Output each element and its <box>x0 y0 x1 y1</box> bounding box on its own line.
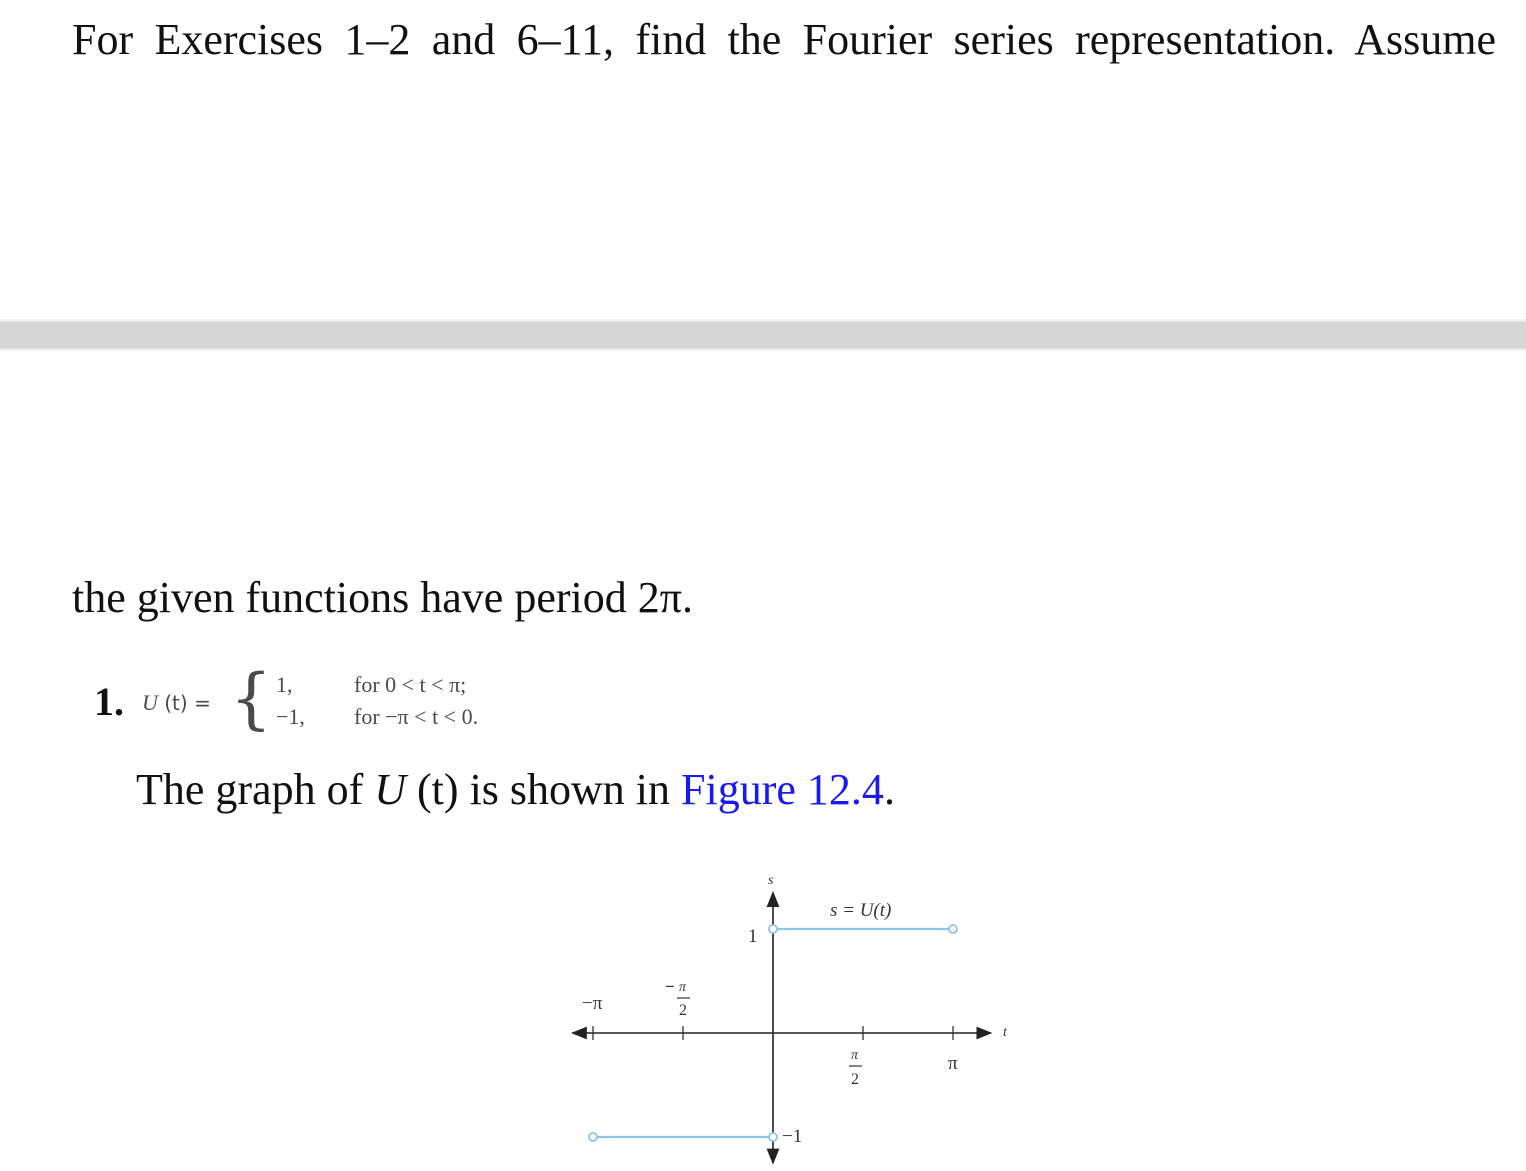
y-axis-label: s <box>768 873 774 888</box>
formula-equals: = <box>194 691 211 715</box>
sentence-end: . <box>883 765 895 814</box>
sentence-function-name: U <box>374 765 407 814</box>
case-1-condition: for 0 < t < π; <box>354 672 467 697</box>
figure-12-4 <box>540 860 1040 1171</box>
x-tick-label-pos-pi: π <box>948 1053 958 1074</box>
left-brace: { <box>230 660 272 737</box>
intro-line-2: the given functions have period 2π. <box>72 573 693 622</box>
sentence-argument: (t) <box>417 765 459 814</box>
case-1-value: 1, <box>276 672 293 697</box>
x-tick-pos-half-numerator: π <box>851 1048 859 1063</box>
open-point-0-neg-1 <box>769 1133 777 1141</box>
curve-label: s = U(t) <box>830 900 892 921</box>
y-tick-label-1: 1 <box>748 926 758 947</box>
x-tick-neg-half-denominator: 2 <box>679 1002 687 1019</box>
formula-function-name: U <box>142 690 158 715</box>
case-2-value: −1, <box>276 704 305 729</box>
exercise-number: 1. <box>94 679 124 724</box>
case-2-condition: for −π < t < 0. <box>354 704 479 729</box>
x-axis-label: t <box>1003 1025 1007 1040</box>
formula-lhs <box>142 690 211 716</box>
step-function-graph <box>540 860 1040 1171</box>
x-tick-pos-half-denominator: 2 <box>851 1071 859 1088</box>
graph-sentence <box>136 764 895 816</box>
open-point-pi-1 <box>949 925 957 933</box>
piecewise-formula <box>142 660 582 737</box>
open-point-0-1 <box>769 925 777 933</box>
open-point-neg-pi-neg-1 <box>589 1133 597 1141</box>
page-divider <box>0 319 1526 351</box>
y-tick-label-neg-1: −1 <box>782 1126 803 1147</box>
x-tick-label-neg-pi: −π <box>582 993 603 1014</box>
intro-line-1: For Exercises 1–2 and 6–11, find the Fourier series representation. Assume <box>72 15 1496 64</box>
sentence-before: The graph of <box>136 765 375 814</box>
x-tick-neg-half-numerator: π <box>679 980 687 995</box>
sentence-middle: is shown in <box>458 765 682 814</box>
figure-link[interactable]: Figure 12.4 <box>681 765 884 814</box>
formula-argument: (t) <box>164 691 188 715</box>
x-tick-minus-sign: − <box>665 977 675 996</box>
